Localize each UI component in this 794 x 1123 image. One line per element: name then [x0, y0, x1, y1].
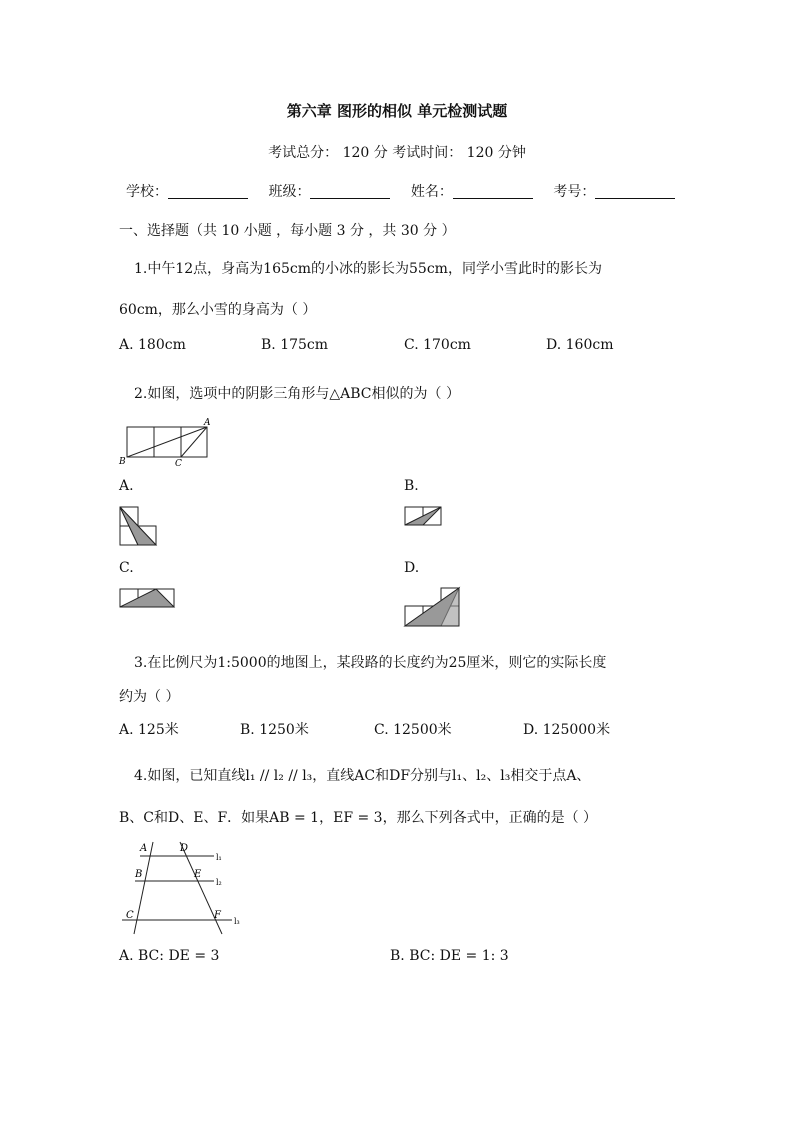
q2-stem: 2.如图，选项中的阴影三角形与△ABC相似的为（ ） — [134, 386, 460, 402]
q2-reference-figure — [118, 418, 218, 469]
q3-stem-line2: 约为（ ） — [119, 689, 180, 705]
q2-option-a-figure[interactable] — [118, 505, 158, 547]
q2-option-c-label[interactable]: C. — [119, 560, 134, 576]
q4-label-f: F — [214, 910, 221, 921]
q3-option-d[interactable]: D. 125000米 — [523, 722, 611, 738]
q2-option-c-figure[interactable] — [118, 587, 178, 609]
q2-option-d-label[interactable]: D. — [404, 560, 420, 576]
q3-stem-line1: 3.在比例尺为1:5000的地图上，某段路的长度约为25厘米，则它的实际长度 — [134, 655, 607, 671]
exam-number-label: 考号： — [553, 184, 596, 200]
section-heading: 一、选择题（共 10 小题 ，每小题 3 分 ，共 30 分 ） — [119, 223, 456, 239]
q2-option-a-label[interactable]: A. — [119, 478, 134, 494]
q1-option-c[interactable]: C. 170cm — [404, 337, 471, 353]
name-blank[interactable] — [453, 184, 533, 199]
q4-label-b: B — [135, 869, 143, 880]
exam-info: 考试总分： 120 分 考试时间： 120 分钟 — [268, 145, 526, 161]
q4-label-c: C — [126, 910, 134, 921]
q2-option-b-figure[interactable] — [403, 505, 443, 529]
q4-label-l3: l₃ — [234, 917, 240, 926]
q1-stem-line2: 60cm，那么小雪的身高为（ ） — [119, 302, 317, 318]
class-label: 班级： — [268, 184, 311, 200]
q2-label-c: C — [175, 459, 182, 469]
student-info-row — [126, 181, 691, 201]
q1-option-d[interactable]: D. 160cm — [546, 337, 614, 353]
q2-option-d-figure[interactable] — [403, 586, 463, 628]
school-blank[interactable] — [168, 184, 248, 199]
class-blank[interactable] — [310, 184, 390, 199]
q4-label-d: D — [180, 843, 189, 854]
q3-option-c[interactable]: C. 12500米 — [374, 722, 452, 738]
q2-label-b: B — [119, 457, 126, 467]
q3-option-b[interactable]: B. 1250米 — [240, 722, 309, 738]
q4-parallel-lines-figure — [118, 838, 248, 938]
q2-label-a: A — [204, 418, 211, 428]
name-label: 姓名： — [410, 184, 453, 200]
q4-label-l1: l₁ — [216, 853, 222, 862]
q4-option-b[interactable]: B. BC: DE = 1: 3 — [390, 948, 509, 964]
exam-number-blank[interactable] — [595, 184, 675, 199]
q1-option-b[interactable]: B. 175cm — [261, 337, 329, 353]
page-title: 第六章 图形的相似 单元检测试题 — [286, 102, 508, 120]
q4-label-a: A — [140, 843, 148, 854]
q1-option-a[interactable]: A. 180cm — [119, 337, 186, 353]
q4-stem-line1: 4.如图，已知直线l₁ // l₂ // l₃，直线AC和DF分别与l₁、l₂、l₃相交于点A、 — [134, 768, 591, 784]
q2-option-b-label[interactable]: B. — [404, 478, 419, 494]
q4-label-l2: l₂ — [216, 878, 222, 887]
q4-option-a[interactable]: A. BC: DE = 3 — [119, 948, 220, 964]
q1-stem-line1: 1.中午12点，身高为165cm的小冰的影长为55cm，同学小雪此时的影长为 — [134, 261, 602, 277]
q4-stem-line2: B、C和D、E、F．如果AB = 1，EF = 3，那么下列各式中，正确的是（ ） — [119, 810, 598, 826]
school-label: 学校： — [126, 184, 168, 200]
q4-label-e: E — [194, 869, 202, 880]
q3-option-a[interactable]: A. 125米 — [119, 722, 179, 738]
